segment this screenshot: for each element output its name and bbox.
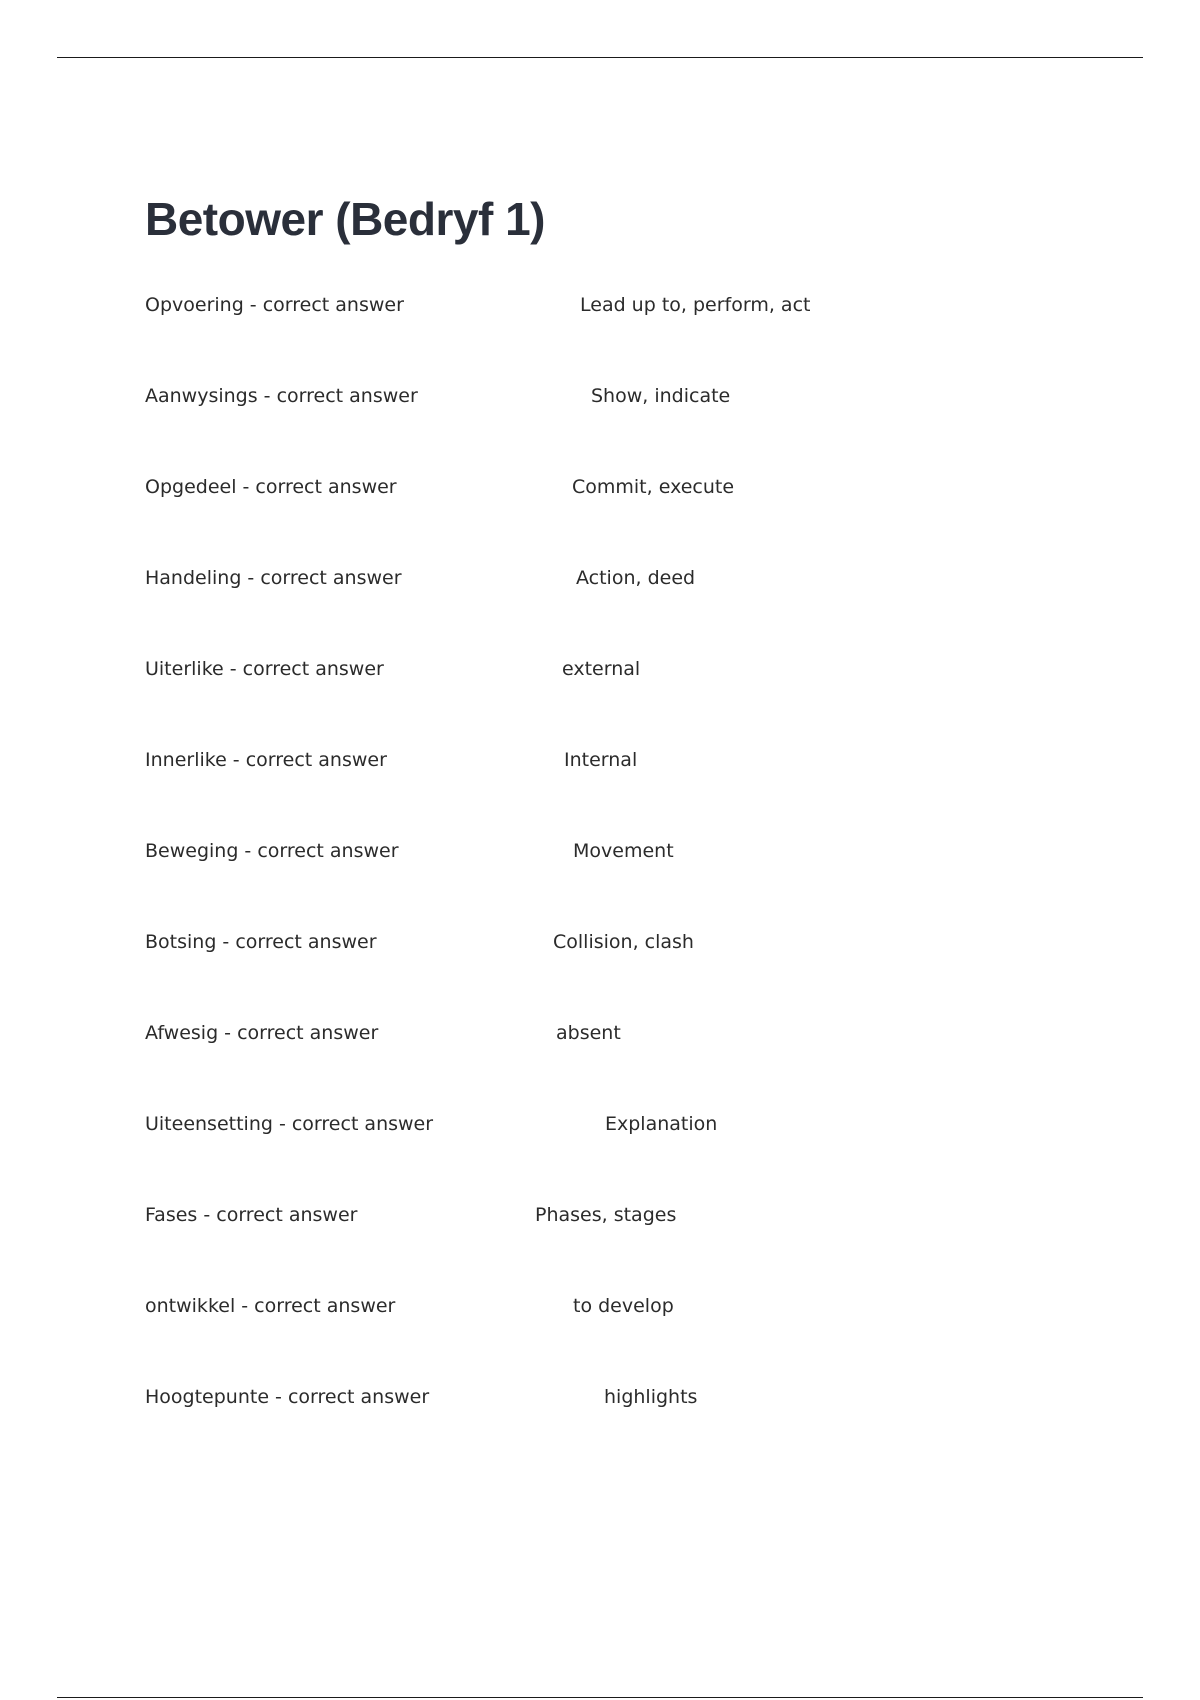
definition: Phases, stages: [535, 1204, 677, 1226]
term: ontwikkel - correct answer: [145, 1295, 396, 1317]
term: Aanwysings - correct answer: [145, 385, 418, 407]
definition: Explanation: [605, 1113, 718, 1135]
term: Botsing - correct answer: [145, 931, 377, 953]
definition: highlights: [604, 1386, 698, 1408]
definition: Commit, execute: [572, 476, 735, 498]
page-title: Betower (Bedryf 1): [145, 193, 545, 245]
term: Beweging - correct answer: [145, 840, 399, 862]
term: Hoogtepunte - correct answer: [145, 1386, 430, 1408]
definition: external: [562, 658, 641, 680]
definition: Action, deed: [576, 567, 696, 589]
term: Fases - correct answer: [145, 1204, 358, 1226]
definition: absent: [556, 1022, 621, 1044]
term: Opvoering - correct answer: [145, 294, 404, 316]
definition: Internal: [564, 749, 638, 771]
term: Uiterlike - correct answer: [145, 658, 384, 680]
bottom-rule: [57, 1697, 1143, 1698]
definition: Collision, clash: [553, 931, 694, 953]
term: Opgedeel - correct answer: [145, 476, 397, 498]
definition: Lead up to, perform, act: [580, 294, 811, 316]
term: Innerlike - correct answer: [145, 749, 387, 771]
top-rule: [57, 57, 1143, 58]
definition: Movement: [573, 840, 674, 862]
term: Afwesig - correct answer: [145, 1022, 379, 1044]
term: Handeling - correct answer: [145, 567, 402, 589]
definition: to develop: [573, 1295, 674, 1317]
term: Uiteensetting - correct answer: [145, 1113, 434, 1135]
definition: Show, indicate: [591, 385, 731, 407]
